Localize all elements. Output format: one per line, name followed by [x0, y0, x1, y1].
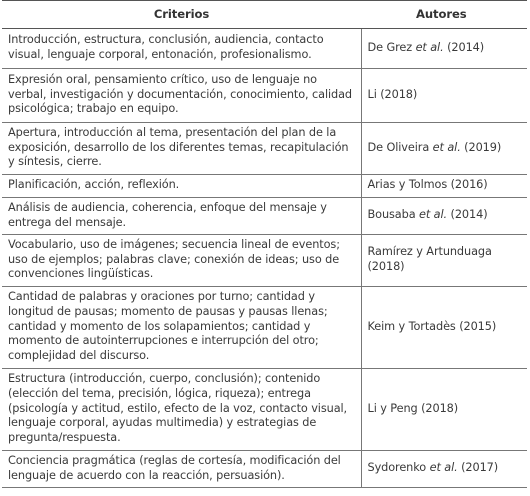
- autor-cell: [361, 69, 527, 123]
- table-row: [2, 369, 527, 451]
- criterio-cell: Expresión oral, pensamiento crítico, uso de lenguaje no verbal, investigación y documentación, conocimiento, calidad psicológica; trabajo en equipo.: [2, 69, 361, 123]
- autor-year: (2019): [460, 140, 502, 154]
- autor-etal: et al.: [432, 140, 461, 154]
- autor-etal: et al.: [419, 208, 448, 222]
- autor-cell: [361, 29, 527, 69]
- autor-name: Arias y Tolmos (2016): [367, 178, 488, 192]
- criterio-cell: Estructura (introducción, cuerpo, conclusión); contenido (elección del tema, precisión, lógica, riqueza); entrega (psicología y actitud, estilo, efecto de la voz, contacto visual, lenguaje corporal, ayudas multimedia) y estrategias de pregunta/respuesta.: [2, 369, 361, 451]
- autor-cell: [361, 198, 527, 235]
- autor-cell: [361, 287, 527, 369]
- table-row: [2, 175, 527, 198]
- autor-year: (2017): [457, 461, 499, 475]
- header-autores: Autores: [361, 1, 527, 29]
- criterio-cell: Introducción, estructura, conclusión, audiencia, contacto visual, lenguaje corporal, entonación, profesionalismo.: [2, 29, 361, 69]
- autor-etal: et al.: [415, 40, 444, 54]
- criterio-cell: Conciencia pragmática (reglas de cortesía, modificación del lenguaje de acuerdo con la reacción, persuasión).: [2, 451, 361, 488]
- autor-etal: et al.: [429, 461, 458, 475]
- autor-name: Sydorenko: [367, 461, 430, 475]
- table-header: [2, 1, 527, 29]
- autor-name: Bousaba: [367, 208, 420, 222]
- autor-cell: [361, 369, 527, 451]
- autor-cell: [361, 235, 527, 287]
- criterio-cell: Vocabulario, uso de imágenes; secuencia lineal de eventos; uso de ejemplos; palabras clave; conexión de ideas; uso de convenciones lingüísticas.: [2, 235, 361, 287]
- table-row: [2, 198, 527, 235]
- criterio-cell: Cantidad de palabras y oraciones por turno; cantidad y longitud de pausas; momento de pausas y pausas llenas; cantidad y momento de los solapamientos; cantidad y momento de autointerrupciones e interrupción del otro; complejidad del discurso.: [2, 287, 361, 369]
- criteria-table: [2, 0, 527, 488]
- autor-name: Li y Peng (2018): [367, 401, 459, 415]
- autor-year: (2014): [447, 208, 488, 222]
- table-body: [2, 29, 527, 488]
- header-row: [2, 1, 527, 29]
- autor-cell: [361, 123, 527, 175]
- table-row: [2, 235, 527, 287]
- autor-name: De Grez: [367, 40, 416, 54]
- table-row: [2, 69, 527, 123]
- autor-cell: [361, 451, 527, 488]
- autor-name: Keim y Tortadès (2015): [367, 319, 497, 333]
- table-row: [2, 123, 527, 175]
- table-row: [2, 287, 527, 369]
- criterio-cell: Planificación, acción, reflexión.: [2, 175, 361, 198]
- autor-name: Ramírez y Artunduaga (2018): [367, 245, 492, 273]
- criterio-cell: Análisis de audiencia, coherencia, enfoque del mensaje y entrega del mensaje.: [2, 198, 361, 235]
- autor-name: De Oliveira: [367, 140, 433, 154]
- table-row: [2, 29, 527, 69]
- criterio-cell: Apertura, introducción al tema, presentación del plan de la exposición, desarrollo de los diferentes temas, recapitulación y síntesis, cierre.: [2, 123, 361, 175]
- autor-name: Li (2018): [367, 87, 418, 101]
- table-row: [2, 451, 527, 488]
- header-criterios: Criterios: [2, 1, 361, 29]
- autor-year: (2014): [443, 40, 485, 54]
- autor-cell: [361, 175, 527, 198]
